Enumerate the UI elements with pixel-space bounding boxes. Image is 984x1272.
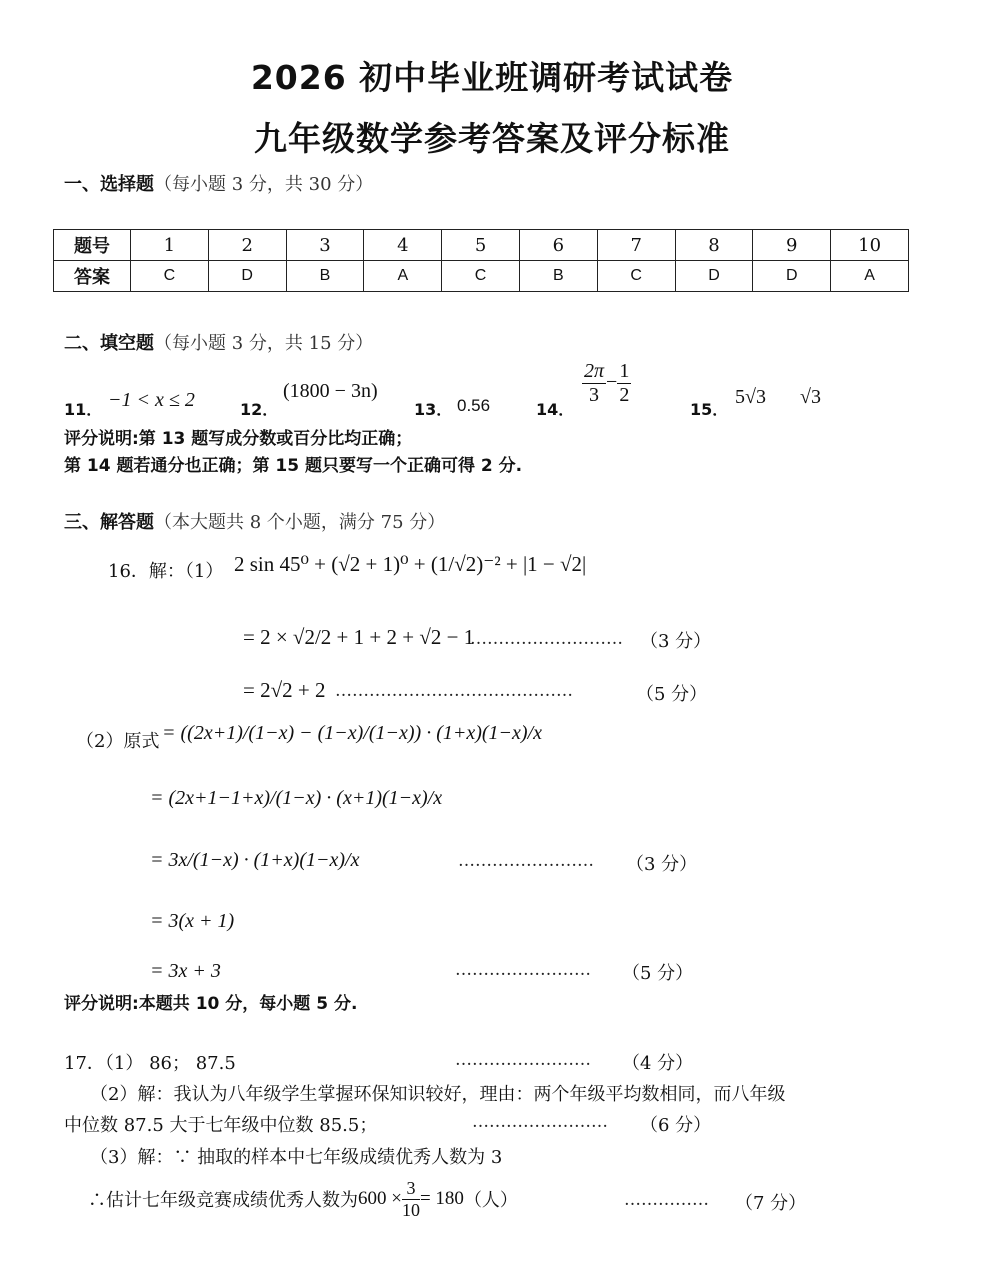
q14-answer [582, 360, 631, 407]
section2-scoring-1: 评分说明:第 13 题写成分数或百分比均正确； [64, 429, 413, 449]
table-cell: 1 [131, 230, 209, 261]
q17-denominator: 10 [401, 1199, 420, 1220]
q17-part3-expr-a: 600 × [358, 1188, 402, 1210]
q16-part2-line5-score: （5 分） [622, 963, 694, 984]
dot-leader: …………………… [455, 1050, 591, 1070]
table-cell: 9 [753, 230, 831, 261]
q16-label: 16．解：（1） [108, 561, 224, 582]
table-cell: B [286, 261, 364, 292]
dot-leader: ……………………… [470, 629, 623, 649]
table-cell: 3 [286, 230, 364, 261]
q12-answer: (1800 − 3n) [283, 380, 378, 402]
section3-heading [64, 508, 445, 534]
table-cell: A [831, 261, 909, 292]
q16-step2-score: （5 分） [636, 684, 708, 705]
q16-part2-line3: = 3x/(1−x) · (1+x)(1−x)/x [150, 849, 360, 871]
table-cell: 10 [831, 230, 909, 261]
q14-fraction-2 [617, 360, 631, 407]
section2-note: （每小题 3 分，共 15 分） [154, 333, 374, 354]
q15-answer-1: 5√3 [735, 386, 766, 408]
q17-part2-line1: （2）解：我认为八年级学生掌握环保知识较好，理由：两个年级平均数相同，而八年级 [90, 1084, 786, 1105]
q11-number: 11． [64, 400, 103, 419]
section2-heading [64, 329, 373, 355]
table-cell: D [208, 261, 286, 292]
q17-part3-line2 [88, 1178, 518, 1220]
q16-part2-line3-score: （3 分） [626, 854, 698, 875]
table-header-cell: 题号 [54, 230, 131, 261]
q17-part3-line1: （3）解：∵ 抽取的样本中七年级成绩优秀人数为 3 [90, 1147, 503, 1168]
table-cell: 4 [364, 230, 442, 261]
section3-title: 三、解答题 [64, 512, 154, 533]
q17-part3-score: （7 分） [735, 1193, 807, 1214]
q15-answer-2: √3 [800, 386, 821, 408]
q16-part2-line1: = ((2x+1)/(1−x) − (1−x)/(1−x)) · (1+x)(1−x)/x [162, 722, 543, 744]
section2-title: 二、填空题 [64, 333, 154, 354]
q17-numerator: 3 [402, 1178, 420, 1200]
table-cell: 5 [442, 230, 520, 261]
section1-title: 一、选择题 [64, 174, 154, 195]
section3-note: （本大题共 8 个小题，满分 75 分） [154, 512, 446, 533]
section2-scoring-2: 第 14 题若通分也正确；第 15 题只要写一个正确可得 2 分. [64, 456, 523, 476]
dot-leader: …………………… [458, 851, 594, 871]
table-header-cell: 答案 [54, 261, 131, 292]
q17-part2-score: （6 分） [640, 1115, 712, 1136]
table-row [54, 261, 909, 292]
q16-part2-label: （2）原式 [76, 731, 160, 752]
table-cell: 2 [208, 230, 286, 261]
table-cell: B [519, 261, 597, 292]
q16-step1-score: （3 分） [640, 631, 712, 652]
q14-minus: − [606, 371, 618, 394]
table-row [54, 230, 909, 261]
q17-part3-unit: （人） [463, 1190, 518, 1212]
page-subtitle: 九年级数学参考答案及评分标准 [254, 119, 730, 158]
q17-part3-fraction [402, 1178, 420, 1220]
q17-part1-score: （4 分） [622, 1053, 694, 1074]
q17-part3-expr-b: = 180 [419, 1188, 464, 1210]
q16-part2-line2: = (2x+1−1+x)/(1−x) · (x+1)(1−x)/x [150, 787, 443, 809]
table-cell: 7 [597, 230, 675, 261]
q16-part2-line5: = 3x + 3 [150, 960, 221, 982]
table-cell: D [675, 261, 753, 292]
table-cell: A [364, 261, 442, 292]
q11-answer: −1 < x ≤ 2 [108, 389, 195, 411]
dot-leader: …………………………………… [335, 681, 573, 701]
q16-part2-line4: = 3(x + 1) [150, 910, 235, 932]
q14-fraction-1 [582, 360, 606, 407]
table-cell: C [442, 261, 520, 292]
q14-number: 14． [536, 400, 575, 419]
q12-number: 12． [240, 400, 279, 419]
q15-number: 15． [690, 400, 729, 419]
q17-part3-text: ∴估计七年级竞赛成绩优秀人数为 [88, 1190, 358, 1212]
table-cell: C [597, 261, 675, 292]
q14-numerator-2: 1 [619, 360, 630, 382]
dot-leader: …………………… [455, 960, 591, 980]
section1-note: （每小题 3 分，共 30 分） [154, 174, 374, 195]
section1-heading [64, 170, 373, 196]
q16-scoring: 评分说明:本题共 10 分，每小题 5 分. [64, 994, 358, 1014]
dot-leader: …………………… [472, 1112, 608, 1132]
table-cell: D [753, 261, 831, 292]
q14-numerator-1: 2π [584, 360, 605, 382]
table-cell: 6 [519, 230, 597, 261]
q16-step2: = 2√2 + 2 [243, 678, 326, 702]
answer-table [53, 229, 909, 292]
q17-part1: 17．（1） 86； 87.5 [64, 1053, 236, 1074]
q14-denominator-1: 3 [589, 384, 600, 406]
q16-expression: 2 sin 45⁰ + (√2 + 1)⁰ + (1/√2)⁻² + |1 − √2| [234, 552, 587, 576]
q16-step1: = 2 × √2/2 + 1 + 2 + √2 − 1 [243, 625, 475, 649]
q13-number: 13． [414, 400, 453, 419]
table-cell: C [131, 261, 209, 292]
q17-part2-line2: 中位数 87.5 大于七年级中位数 85.5； [64, 1115, 378, 1136]
q14-denominator-2: 2 [619, 384, 630, 406]
dot-leader: …………… [624, 1190, 709, 1210]
page-title: 2026 初中毕业班调研考试试卷 [250, 58, 734, 97]
table-cell: 8 [675, 230, 753, 261]
q13-answer: 0.56 [457, 396, 491, 415]
